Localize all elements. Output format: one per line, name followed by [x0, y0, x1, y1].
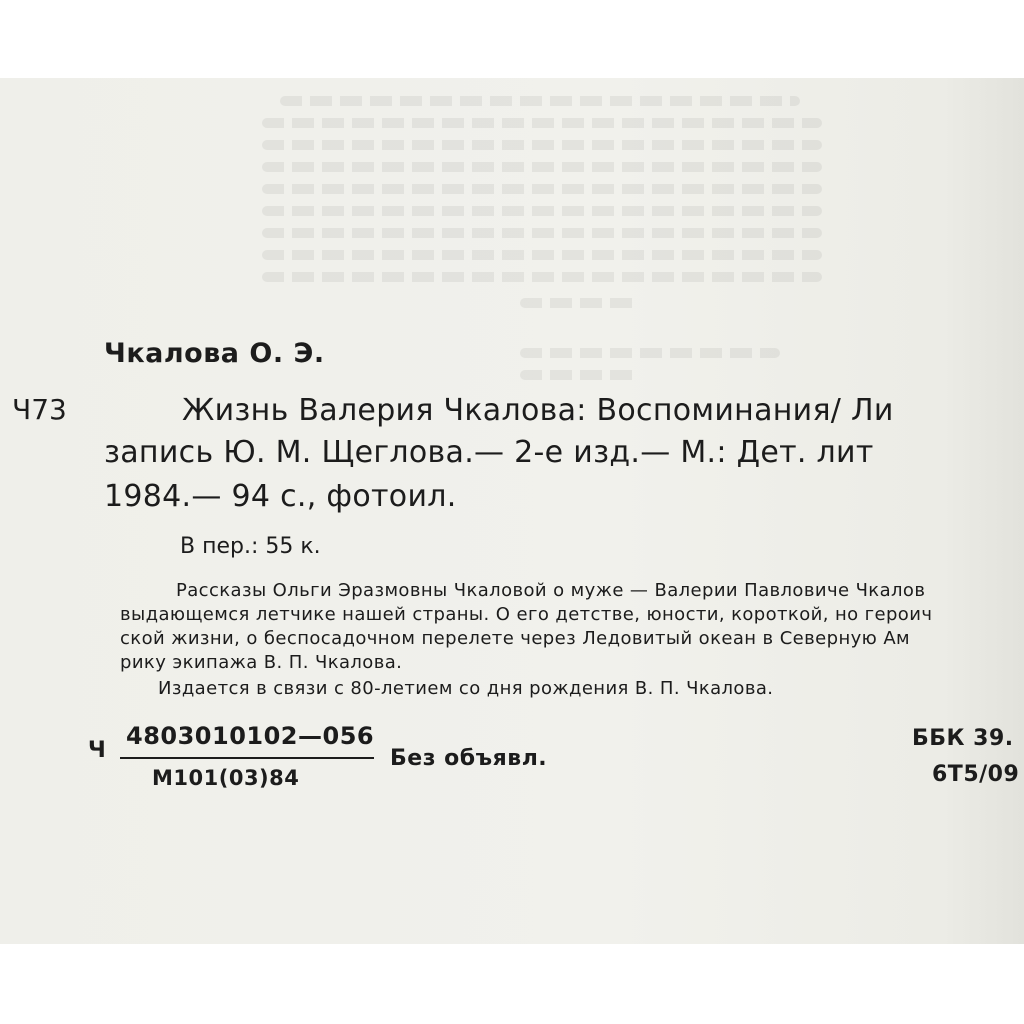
bleed-through-text: [520, 298, 640, 308]
title-line: Жизнь Валерия Чкалова: Воспоминания/ Ли: [182, 393, 894, 428]
bleed-through-text: [262, 272, 822, 282]
bleed-through-text: [262, 140, 822, 150]
bleed-through-text: [262, 250, 822, 260]
bleed-through-text: [520, 370, 640, 380]
author-mark-code: Ч73: [12, 393, 67, 426]
bleed-through-text: [262, 184, 822, 194]
catalog-card-page: [0, 78, 1024, 944]
bleed-through-text: [262, 162, 822, 172]
title-line: запись Ю. М. Щеглова.— 2-е изд.— М.: Дет. лит: [104, 435, 874, 470]
bleed-through-text: [262, 206, 822, 216]
title-line: 1984.— 94 с., фотоил.: [104, 479, 457, 514]
annotation-line: Рассказы Ольги Эразмовны Чкаловой о муже — Валерии Павловиче Чкалов: [176, 580, 926, 601]
price-line: В пер.: 55 к.: [180, 534, 321, 559]
author-name: Чкалова О. Э.: [104, 338, 325, 369]
bbk-subclass: 6Т5/09: [932, 762, 1020, 787]
isbn-denominator: М101(03)84: [152, 766, 300, 790]
publication-note: Издается в связи с 80-летием со дня рождения В. П. Чкалова.: [158, 678, 774, 699]
fraction-divider: [120, 757, 374, 759]
index-letter: Ч: [88, 738, 106, 763]
no-announcement-label: Без объявл.: [390, 746, 548, 771]
bleed-through-text: [262, 118, 822, 128]
bleed-through-text: [280, 96, 800, 106]
isbn-numerator: 4803010102—056: [126, 722, 375, 750]
bleed-through-text: [520, 348, 780, 358]
annotation-line: выдающемся летчике нашей страны. О его детстве, юности, короткой, но героич: [120, 604, 933, 625]
annotation-line: ской жизни, о беспосадочном перелете через Ледовитый океан в Северную Ам: [120, 628, 911, 649]
annotation-line: рику экипажа В. П. Чкалова.: [120, 652, 403, 673]
bleed-through-text: [262, 228, 822, 238]
bbk-classification: ББК 39.: [912, 726, 1014, 751]
